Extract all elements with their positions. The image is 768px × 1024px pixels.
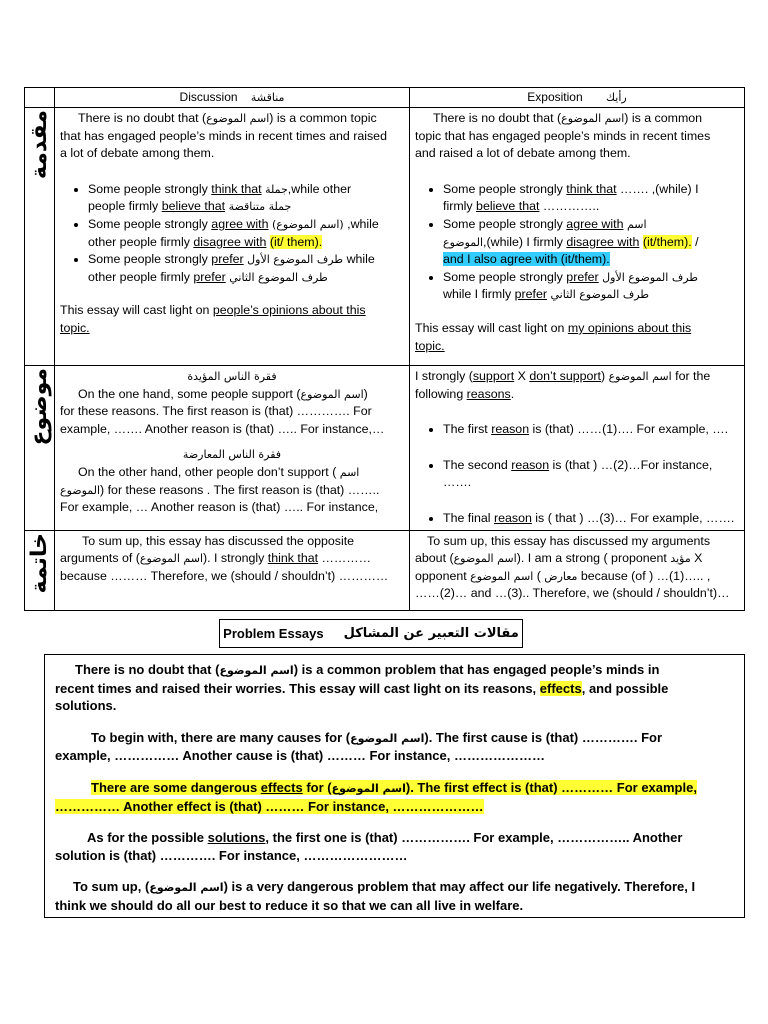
body-exposition-opening: I strongly (support X don’t support) اسم الموضوع for the following reasons. [415,369,711,401]
body-exposition-bullets [415,421,739,527]
list-item: • The final reason is ( that ) …(3)… For example, ……. [443,510,739,528]
exposition-header [410,88,745,108]
problem-essays-title-en: Problem Essays [223,626,324,641]
conclusion-row [25,530,745,610]
conclusion-discussion-cell [55,530,410,610]
highlight-yellow: effects [539,680,582,696]
highlight-yellow: (it/ them). [269,234,323,249]
conclusion-discussion-text: To sum up, this essay has discussed the opposite arguments of (اسم الموضوع). I strongly think that ………… because ……… Therefore, we (should / shouldn’t) ………… [60,533,389,583]
discussion-label-ar: مناقشة [250,91,285,104]
intro-exposition-opening: There is no doubt that (اسم الموضوع) is a common topic that has engaged people’s minds in recent times and raised a lot of debate among them. [415,111,711,161]
problem-solutions-paragraph: As for the possible solutions, the first one is (that) ……………. For example, …………….. Another solution is (that) …………. For instance, …………………… [55,830,683,863]
discussion-header [55,88,410,108]
highlight-yellow: (it/them). [642,234,692,249]
problem-conclusion-paragraph: To sum up, (اسم الموضوع) is a very dangerous problem that may affect our life negatively. Therefore, I think we should do all our best to reduce it so that we can all live in welfare. [55,879,696,913]
list-item: • The second reason is (that ) …(2)…For instance, ……. [443,457,739,492]
conclusion-exposition-cell [410,530,745,610]
opponents-paragraph: On the other hand, other people don’t support ( اسم الموضوع) for these reasons . The first reason is (that) …….. For example, … Another reason is (that) ….. For instance, [60,464,380,515]
intro-exposition-closing: This essay will cast light on my opinions about this topic. [415,320,692,353]
intro-exposition-cell [410,108,745,366]
intro-discussion-closing: This essay will cast light on people’s opinions about this topic. [60,303,366,335]
list-item: • Some people strongly agree with (اسم الموضوع) ,while other people firmly disagree with (it/ them). [88,216,404,251]
list-item: • Some people strongly think that ……. ,(while) I firmly believe that ………….. [443,181,739,216]
essay-structure-table [24,87,745,611]
problem-essays-title-ar: مقالات التعبير عن المشاكل [343,626,519,641]
discussion-label: Discussion [179,90,238,104]
body-side-label: موضوع [25,366,55,531]
list-item: • Some people strongly prefer طرف الموضوع الأول while I firmly prefer طرف الموضوع الثاني [443,269,739,304]
intro-discussion-bullets [60,181,404,287]
problem-intro-paragraph: There is no doubt that (اسم الموضوع) is a common problem that has engaged people’s minds in recent times and raised their worries. This essay will cast light on its reasons, effects, and possible solutions. [55,662,669,714]
intro-discussion-opening: There is no doubt that (اسم الموضوع) is a common topic that has engaged people’s minds in recent times and raised a lot of debate among them. [60,111,387,161]
exposition-label-ar: رأيك [606,91,627,104]
intro-row [25,108,745,366]
list-item: • Some people strongly agree with اسم الموضوع,(while) I firmly disagree with (it/them). / and I also agree with (it/them). [443,216,739,269]
list-item: • Some people strongly prefer طرف الموضوع الأول while other people firmly prefer طرف الموضوع الثاني [88,251,404,286]
highlight-yellow: There are some dangerous effects for (اسم الموضوع). The first effect is (that) ………… For example, [91,779,697,795]
conclusion-side-label: خاتمة [25,530,55,610]
intro-discussion-cell [55,108,410,366]
body-exposition-cell [410,366,745,531]
intro-exposition-bullets [415,181,739,304]
highlight-cyan: and I also agree with (it/them). [443,252,610,267]
opponents-heading: فقرة الناس المعارضة [182,448,282,462]
header-corner-cell [25,88,55,108]
table-header-row [25,88,745,108]
problem-essays-title [219,619,523,648]
body-row [25,366,745,531]
highlight-yellow: …………… Another effect is (that) ……… For instance, ………………… [55,798,484,814]
problem-essays-box [44,654,745,918]
intro-side-label: مقدمة [25,108,55,366]
exposition-label: Exposition [527,90,583,104]
problem-causes-paragraph: To begin with, there are many causes for (اسم الموضوع). The first cause is (that) …………. For example, …………… Another cause is (that) ……… For instance, ………………… [55,729,663,764]
supporters-heading: فقرة الناس المؤيدة [187,370,277,383]
conclusion-exposition-text: To sum up, this essay has discussed my arguments about (اسم الموضوع). I am a strong ( proponent مؤيد X opponent معارض ) اسم الموضوع because (of ) …(1)….. , ……(2)… and …(3).. Therefore, we (should / shouldn’t)… [415,533,730,601]
body-discussion-cell [55,366,410,531]
list-item: • The first reason is (that) ……(1)…. For example, …. [443,421,739,439]
problem-effects-paragraph [55,779,734,815]
list-item: • Some people strongly think that جملة,while other people firmly believe that جملة متناقضة [88,181,404,216]
supporters-paragraph: On the one hand, some people support (اسم الموضوع) for these reasons. The first reason is (that) …………. For example, ……. Another reason is (that) ….. For instance,… [60,386,385,436]
